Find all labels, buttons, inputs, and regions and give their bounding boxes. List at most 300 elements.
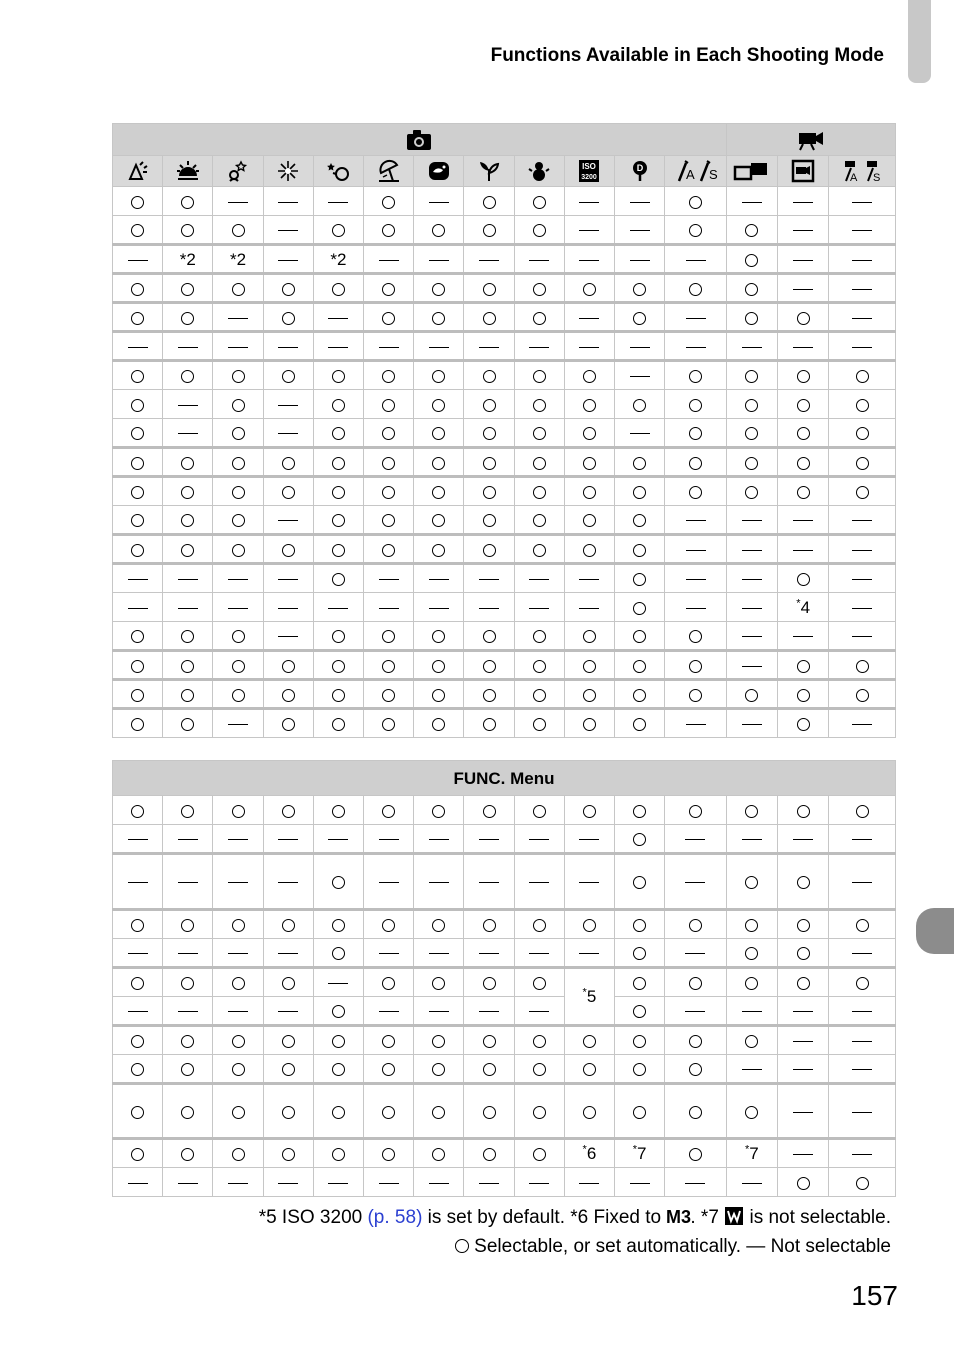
table-row [113, 1139, 896, 1168]
not-selectable-mark [852, 953, 872, 954]
not-selectable-mark [630, 433, 650, 434]
table-cell [514, 1055, 564, 1084]
not-selectable-mark [686, 318, 706, 319]
selectable-mark [533, 1063, 546, 1076]
not-selectable-mark [852, 550, 872, 551]
table-cell [313, 245, 363, 274]
selectable-mark [181, 977, 194, 990]
table-cell [778, 593, 829, 622]
table-cell [213, 910, 263, 939]
table-cell [829, 303, 896, 332]
table-cell [464, 1084, 514, 1139]
selectable-mark [856, 660, 869, 673]
selectable-mark [483, 1106, 496, 1119]
table-cell [213, 854, 263, 910]
table-cell [665, 910, 726, 939]
table-cell [414, 910, 464, 939]
selectable-mark [583, 283, 596, 296]
camera-icon [405, 129, 433, 151]
func-menu-table [112, 760, 896, 1197]
not-selectable-mark [686, 347, 706, 348]
table-row [113, 535, 896, 564]
not-selectable-mark [630, 347, 650, 348]
selectable-mark [332, 399, 345, 412]
not-selectable-mark [429, 579, 449, 580]
table-cell [163, 968, 213, 997]
not-selectable-mark [328, 608, 348, 609]
table-cell [213, 303, 263, 332]
selectable-mark [131, 977, 144, 990]
selectable-mark [432, 399, 445, 412]
table-cell [514, 910, 564, 939]
table-cell [364, 419, 414, 448]
not-selectable-mark [742, 636, 762, 637]
table-cell [364, 939, 414, 968]
selectable-mark [332, 718, 345, 731]
selectable-mark [533, 544, 546, 557]
table-cell [163, 216, 213, 245]
table-cell [564, 303, 614, 332]
not-selectable-mark [429, 608, 449, 609]
footnote-line-1 [259, 1206, 891, 1229]
table-cell [163, 535, 213, 564]
not-selectable-mark [852, 1069, 872, 1070]
table-cell [163, 622, 213, 651]
table-cell [464, 622, 514, 651]
table-cell [829, 910, 896, 939]
selectable-mark [332, 947, 345, 960]
not-selectable-mark [278, 260, 298, 261]
not-selectable-mark [529, 953, 549, 954]
table-cell [364, 1168, 414, 1197]
not-selectable-mark [630, 376, 650, 377]
table-cell [726, 1168, 777, 1197]
table-cell [829, 796, 896, 825]
not-selectable-mark [278, 1183, 298, 1184]
table-cell [829, 1084, 896, 1139]
table-cell [615, 622, 665, 651]
selectable-mark [332, 1148, 345, 1161]
selectable-mark [483, 427, 496, 440]
selectable-mark [745, 486, 758, 499]
not-selectable-mark [579, 839, 599, 840]
table-cell [615, 477, 665, 506]
table-cell [213, 1055, 263, 1084]
table-cell [364, 593, 414, 622]
selectable-mark [232, 370, 245, 383]
table-cell [726, 1055, 777, 1084]
selectable-mark [745, 399, 758, 412]
table-cell [364, 274, 414, 303]
table-cell [564, 651, 614, 680]
table-cell [163, 448, 213, 477]
table-row [113, 274, 896, 303]
not-selectable-mark [793, 1069, 813, 1070]
selectable-mark [181, 196, 194, 209]
selectable-mark [181, 1063, 194, 1076]
table-cell [777, 1055, 828, 1084]
table-cell [263, 1026, 313, 1055]
page-58-link[interactable]: (p. 58) [367, 1207, 423, 1228]
selectable-mark [633, 689, 646, 702]
table-cell [665, 535, 727, 564]
selectable-mark [483, 224, 496, 237]
table-row [113, 997, 896, 1026]
shooting-functions-table [112, 123, 896, 738]
table-cell [414, 390, 464, 419]
table-cell [615, 825, 665, 854]
selectable-mark [382, 1148, 395, 1161]
selectable-mark [533, 399, 546, 412]
table-cell [263, 564, 313, 593]
selectable-mark [382, 370, 395, 383]
table-cell [726, 709, 777, 738]
svg-text:A: A [685, 167, 695, 182]
table-cell [263, 622, 313, 651]
table-cell [514, 939, 564, 968]
selectable-mark [745, 689, 758, 702]
table-cell [514, 564, 564, 593]
selectable-mark [332, 919, 345, 932]
table-cell [464, 1168, 514, 1197]
table-cell [414, 419, 464, 448]
svg-text:A: A [850, 172, 858, 184]
selectable-mark [131, 630, 144, 643]
selectable-mark [131, 1148, 144, 1161]
table-cell [777, 1026, 828, 1055]
table-cell [263, 390, 313, 419]
selectable-mark [131, 370, 144, 383]
selectable-mark [533, 1106, 546, 1119]
selectable-mark [797, 573, 810, 586]
selectable-mark [483, 1063, 496, 1076]
selectable-mark [797, 486, 810, 499]
selectable-mark [745, 427, 758, 440]
table-cell [113, 854, 163, 910]
table-cell [364, 854, 414, 910]
selectable-mark [583, 514, 596, 527]
selectable-mark [432, 486, 445, 499]
table-cell [163, 1084, 213, 1139]
table-cell [414, 680, 464, 709]
selectable-mark [382, 457, 395, 470]
table-cell [263, 796, 313, 825]
not-selectable-mark [793, 260, 813, 261]
selectable-mark [382, 660, 395, 673]
selectable-mark [332, 370, 345, 383]
selectable-mark [282, 457, 295, 470]
selectable-mark [432, 312, 445, 325]
not-selectable-mark [793, 839, 813, 840]
not-selectable-mark [742, 202, 762, 203]
not-selectable-mark [479, 839, 499, 840]
table-cell [163, 1026, 213, 1055]
table-cell [665, 680, 727, 709]
table-cell [615, 1084, 665, 1139]
selectable-mark [797, 689, 810, 702]
table-cell [364, 910, 414, 939]
not-selectable-mark [529, 260, 549, 261]
table-row [113, 361, 896, 390]
selectable-mark [131, 1106, 144, 1119]
selectable-mark [181, 1106, 194, 1119]
not-selectable-mark [228, 839, 248, 840]
table-cell [514, 506, 564, 535]
selectable-mark [797, 919, 810, 932]
selectable-mark [483, 1035, 496, 1048]
selectable-mark [332, 514, 345, 527]
table-cell [364, 622, 414, 651]
not-selectable-mark [479, 260, 499, 261]
table-cell [615, 1139, 665, 1168]
table-cell [564, 1139, 614, 1168]
selectable-mark [332, 573, 345, 586]
table-cell [113, 535, 163, 564]
selectable-mark [282, 283, 295, 296]
table-cell [514, 390, 564, 419]
table-cell [263, 1055, 313, 1084]
table-cell [414, 939, 464, 968]
table-cell [364, 390, 414, 419]
table-cell [213, 825, 263, 854]
table-cell [514, 332, 564, 361]
night-scene-icon [226, 159, 250, 183]
selectable-mark [856, 689, 869, 702]
selectable-mark [332, 544, 345, 557]
selectable-mark [583, 427, 596, 440]
selectable-mark [432, 1148, 445, 1161]
table-cell [213, 564, 263, 593]
not-selectable-mark [793, 1011, 813, 1012]
color-accent-swap-icon [677, 159, 718, 183]
selectable-mark [382, 224, 395, 237]
footnote-ref: *7 [632, 1143, 647, 1164]
table-cell [615, 796, 665, 825]
selectable-mark [232, 283, 245, 296]
table-cell [829, 854, 896, 910]
table-cell [615, 709, 665, 738]
mode-column-header [829, 156, 896, 187]
table-cell [163, 332, 213, 361]
mode-column-header [564, 156, 614, 187]
table-cell [726, 274, 777, 303]
not-selectable-mark [793, 1041, 813, 1042]
table-row [113, 1026, 896, 1055]
table-cell [163, 245, 213, 274]
table-cell [263, 448, 313, 477]
selectable-mark [633, 805, 646, 818]
not-selectable-mark [852, 1011, 872, 1012]
table-cell [726, 303, 777, 332]
not-selectable-mark [630, 202, 650, 203]
not-selectable-mark [479, 953, 499, 954]
table-cell [313, 910, 363, 939]
table-cell [263, 216, 313, 245]
selectable-mark [332, 805, 345, 818]
selectable-mark [181, 457, 194, 470]
selectable-mark [282, 689, 295, 702]
table-cell [163, 854, 213, 910]
table-cell [364, 1084, 414, 1139]
selectable-mark [745, 312, 758, 325]
selectable-mark [432, 544, 445, 557]
selectable-mark [745, 254, 758, 267]
selectable-mark [483, 370, 496, 383]
selectable-mark [633, 660, 646, 673]
selectable-mark [181, 283, 194, 296]
table-cell [726, 419, 777, 448]
selectable-mark [282, 544, 295, 557]
selectable-mark [745, 1035, 758, 1048]
footnote-ref: *2 [330, 249, 347, 269]
selectable-mark [432, 514, 445, 527]
not-selectable-mark [742, 347, 762, 348]
not-selectable-mark [128, 347, 148, 348]
selectable-mark [633, 573, 646, 586]
not-selectable-mark [579, 318, 599, 319]
selectable-mark [232, 689, 245, 702]
table-cell [726, 332, 777, 361]
selectable-mark [856, 457, 869, 470]
table-cell [313, 1084, 363, 1139]
table-cell [464, 680, 514, 709]
table-cell [414, 535, 464, 564]
not-selectable-mark [686, 550, 706, 551]
table-cell [829, 332, 896, 361]
table-cell [313, 187, 363, 216]
not-selectable-mark [178, 1183, 198, 1184]
table-row [113, 477, 896, 506]
not-selectable-mark [429, 953, 449, 954]
table-cell [163, 651, 213, 680]
table-cell [213, 593, 263, 622]
not-selectable-mark [178, 405, 198, 406]
selectable-mark [382, 919, 395, 932]
table-cell [564, 910, 614, 939]
table-cell [777, 825, 828, 854]
not-selectable-mark [579, 953, 599, 954]
selectable-mark [583, 919, 596, 932]
selectable-mark [533, 486, 546, 499]
table-cell [615, 187, 665, 216]
table-cell [778, 622, 829, 651]
selectable-mark [382, 196, 395, 209]
table-cell [829, 390, 896, 419]
not-selectable-mark [742, 1011, 762, 1012]
not-selectable-mark [793, 289, 813, 290]
table-cell [564, 1026, 614, 1055]
table-cell [414, 564, 464, 593]
table-cell [464, 796, 514, 825]
selectable-mark [689, 1063, 702, 1076]
table-row [113, 854, 896, 910]
selectable-mark [181, 312, 194, 325]
table-cell [514, 622, 564, 651]
not-selectable-mark [479, 1011, 499, 1012]
footnote-5-6-text: is set by default. *6 Fixed to [422, 1207, 667, 1228]
table-cell [726, 1026, 777, 1055]
table-cell [615, 968, 665, 997]
table-cell [163, 419, 213, 448]
kids-pets-icon [326, 159, 350, 183]
table-cell [665, 303, 727, 332]
selectable-mark [483, 312, 496, 325]
table-cell [113, 448, 163, 477]
table-cell [514, 361, 564, 390]
not-selectable-mark [852, 882, 872, 883]
selectable-mark [797, 718, 810, 731]
table-cell [163, 303, 213, 332]
table-cell [464, 274, 514, 303]
not-selectable-mark [852, 520, 872, 521]
not-selectable-mark [278, 520, 298, 521]
selectable-mark [181, 514, 194, 527]
table-cell [263, 477, 313, 506]
selectable-mark [282, 1106, 295, 1119]
not-selectable-mark [379, 260, 399, 261]
table-cell [263, 593, 313, 622]
selectable-mark [689, 283, 702, 296]
table-cell [414, 187, 464, 216]
table-cell [464, 361, 514, 390]
not-selectable-mark [529, 347, 549, 348]
table-cell [726, 535, 777, 564]
table-cell [514, 1026, 564, 1055]
table-row [113, 910, 896, 939]
table-cell [113, 564, 163, 593]
table-cell [665, 1084, 726, 1139]
selectable-mark [633, 544, 646, 557]
table-cell [778, 274, 829, 303]
table-cell [263, 303, 313, 332]
table-cell [313, 796, 363, 825]
table-row [113, 303, 896, 332]
table-cell [213, 187, 263, 216]
not-selectable-mark [228, 1011, 248, 1012]
not-selectable-mark [852, 289, 872, 290]
selectable-mark [745, 919, 758, 932]
selectable-mark [131, 312, 144, 325]
selectable-mark [131, 399, 144, 412]
selectable-mark [583, 718, 596, 731]
not-selectable-mark [328, 983, 348, 984]
table-cell [263, 854, 313, 910]
selectable-mark [382, 1035, 395, 1048]
table-cell [464, 506, 514, 535]
table-row [113, 448, 896, 477]
table-cell [263, 1084, 313, 1139]
selectable-mark [131, 427, 144, 440]
not-selectable-mark [685, 839, 705, 840]
not-selectable-legend-text: — Not selectable [741, 1236, 891, 1257]
table-cell [665, 1055, 726, 1084]
table-cell [778, 361, 829, 390]
table-cell [726, 910, 777, 939]
table-cell [615, 216, 665, 245]
table-cell [726, 448, 777, 477]
selectable-mark [856, 399, 869, 412]
table-cell [263, 187, 313, 216]
selectable-mark [282, 486, 295, 499]
not-selectable-mark [686, 260, 706, 261]
selectable-mark [483, 660, 496, 673]
table-cell [313, 390, 363, 419]
table-cell [113, 187, 163, 216]
not-selectable-mark [278, 839, 298, 840]
footnote-ref: *4 [796, 597, 811, 617]
table-cell [615, 564, 665, 593]
table-cell [514, 651, 564, 680]
